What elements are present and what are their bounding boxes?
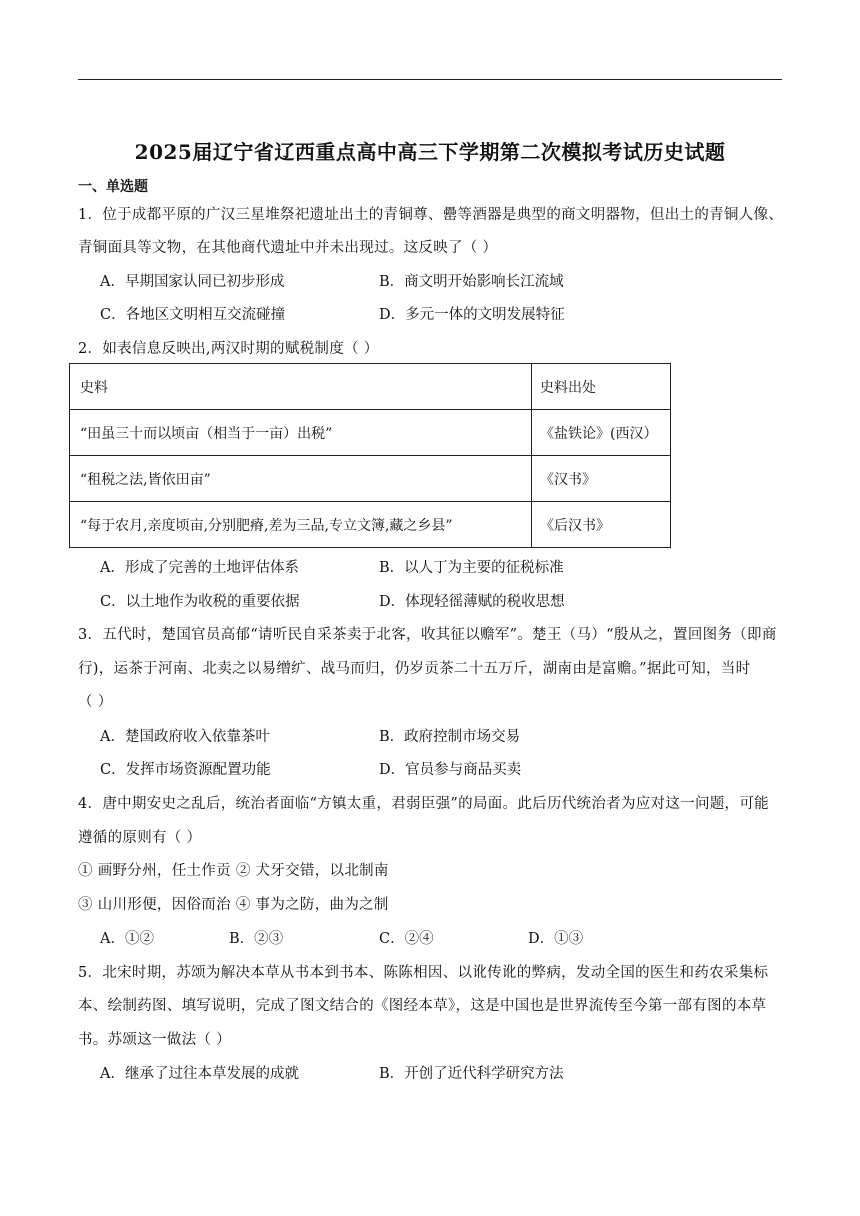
table-header-row: [70, 364, 671, 410]
section-heading: 一、单选题: [78, 179, 148, 195]
table-row: [70, 456, 671, 502]
q1-stem-line1: 1．位于成都平原的广汉三星堆祭祀遗址出土的青铜尊、罍等酒器是典型的商文明器物，但出土的青铜人像、: [78, 207, 784, 223]
q4-option-c: C．②④: [379, 931, 434, 947]
q2-option-c: C．以土地作为收税的重要依据: [100, 594, 300, 610]
table-header-cell: 史料: [70, 364, 532, 410]
q3-option-c: C．发挥市场资源配置功能: [100, 762, 271, 778]
document-title: 2025届辽宁省辽西重点高中高三下学期第二次模拟考试历史试题: [134, 140, 726, 164]
q5-option-b: B．开创了近代科学研究方法: [379, 1066, 564, 1082]
table-row: [70, 502, 671, 548]
q3-stem-line1: 3．五代时，楚国官员高郁“请听民自采茶卖于北客，收其征以赡军”。楚王（马）“殷从之，置回图务（即商: [78, 627, 777, 643]
q2-option-a: A．形成了完善的土地评估体系: [100, 560, 299, 576]
q4-items-line1: ① 画野分州，任土作贡 ② 犬牙交错，以北制南: [78, 863, 389, 879]
table-cell-source: 《后汉书》: [532, 502, 671, 548]
table-cell-quote: “每于农月,亲度顷亩,分别肥瘠,差为三品,专立文簿,藏之乡县”: [70, 502, 532, 548]
q1-option-c: C．各地区文明相互交流碰撞: [100, 307, 286, 323]
q4-option-b: B．②③: [229, 931, 284, 947]
table-cell-source: 《盐铁论》(西汉）: [532, 410, 671, 456]
q2-stem: 2．如表信息反映出,两汉时期的赋税制度（ ）: [78, 341, 379, 357]
q3-option-d: D．官员参与商品买卖: [379, 762, 522, 778]
table-cell-quote: “租税之法,皆依田亩”: [70, 456, 532, 502]
q4-option-a: A．①②: [100, 931, 154, 947]
source-table: [69, 363, 671, 548]
q3-option-b: B．政府控制市场交易: [379, 729, 521, 745]
q3-stem-line3: （ ）: [78, 694, 113, 710]
q3-option-a: A．楚国政府收入依靠茶叶: [100, 729, 270, 745]
q1-option-a: A．早期国家认同已初步形成: [100, 274, 285, 290]
q2-option-d: D．体现轻徭薄赋的税收思想: [379, 594, 565, 610]
header-rule: [78, 79, 782, 80]
table-header-cell: 史料出处: [532, 364, 671, 410]
q1-stem-line2: 青铜面具等文物，在其他商代遗址中并未出现过。这反映了（ ）: [78, 240, 498, 256]
table-cell-source: 《汉书》: [532, 456, 671, 502]
q4-option-d: D．①③: [528, 931, 584, 947]
q5-option-a: A．继承了过往本草发展的成就: [100, 1066, 299, 1082]
q4-stem-line1: 4．唐中期安史之乱后，统治者面临“方镇太重，君弱臣强”的局面。此后历代统治者为应对这一问题，可能: [78, 796, 769, 812]
q1-option-b: B．商文明开始影响长江流域: [379, 274, 564, 290]
q4-stem-line2: 遵循的原则有（ ）: [78, 830, 202, 846]
q2-option-b: B．以人丁为主要的征税标准: [379, 560, 564, 576]
q5-stem-line1: 5．北宋时期，苏颂为解决本草从书本到书本、陈陈相因、以讹传讹的弊病，发动全国的医生和药农采集标: [78, 965, 769, 981]
table-row: [70, 410, 671, 456]
q5-stem-line3: 书。苏颂这一做法（ ）: [78, 1032, 231, 1048]
q3-stem-line2: 行)，运茶于河南、北卖之以易缯纩、战马而归，仍岁贡茶二十五万斤，湖南由是富赡。”据此可知，当时: [78, 661, 751, 677]
q4-items-line2: ③ 山川形便，因俗而治 ④ 事为之防，曲为之制: [78, 897, 389, 913]
q1-option-d: D．多元一体的文明发展特征: [379, 307, 565, 323]
table-cell-quote: “田虽三十而以顷亩（相当于一亩）出税”: [70, 410, 532, 456]
q5-stem-line2: 本、绘制药图、填写说明，完成了图文结合的《图经本草》，这是中国也是世界流传至今第一部有图的本草: [78, 998, 767, 1014]
